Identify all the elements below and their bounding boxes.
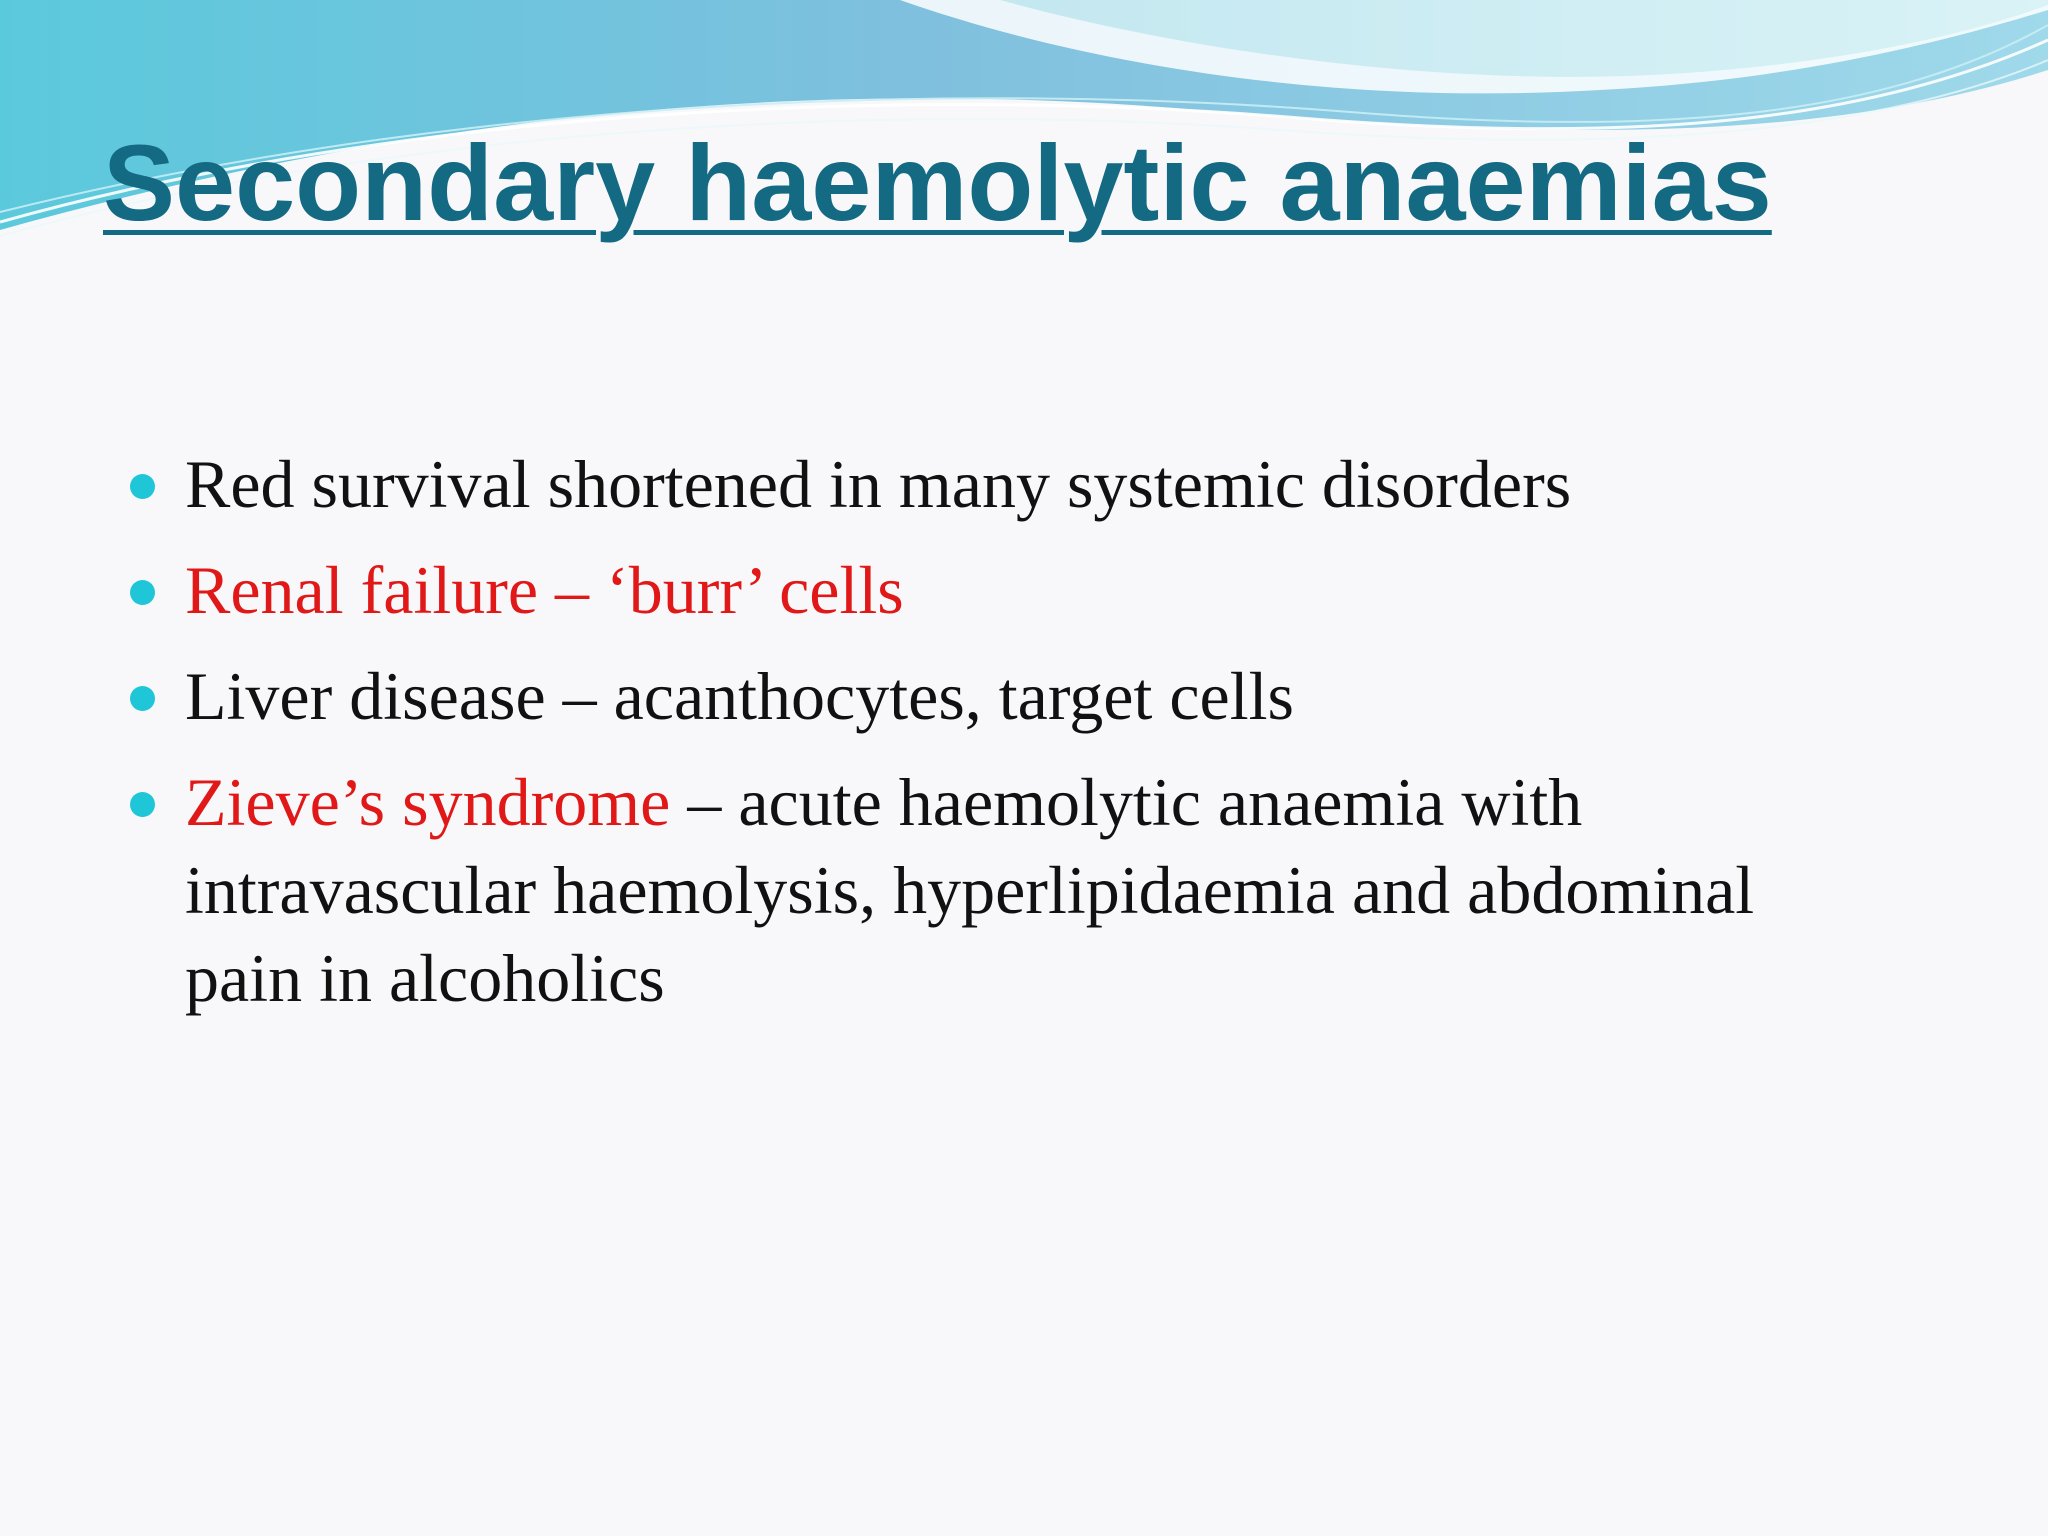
slide-title: Secondary haemolytic anaemias [103,122,1772,243]
bullet-item-renal-failure [0,546,1805,634]
bullet-dot-icon [130,580,155,605]
bullet-highlight-text: Zieve’s syndrome [185,764,671,840]
bullet-item-liver-disease [0,652,1805,740]
bullet-text: Red survival shortened in many systemic disorders [185,446,1572,522]
bullet-highlight-text: Renal failure – ‘burr’ cells [185,552,904,628]
bullet-list [0,440,1900,1040]
bullet-dot-icon [130,686,155,711]
bullet-item-zieves-syndrome [0,758,1805,1022]
bullet-item-red-survival [0,440,1805,528]
bullet-text: – acute haemolytic anaemia with intravascular haemolysis, hyperlipidaemia and abdominal pain in alcoholics [185,764,1755,1016]
bullet-text: Liver disease – acanthocytes, target cells [185,658,1294,734]
bullet-dot-icon [130,792,155,817]
bullet-dot-icon [130,474,155,499]
